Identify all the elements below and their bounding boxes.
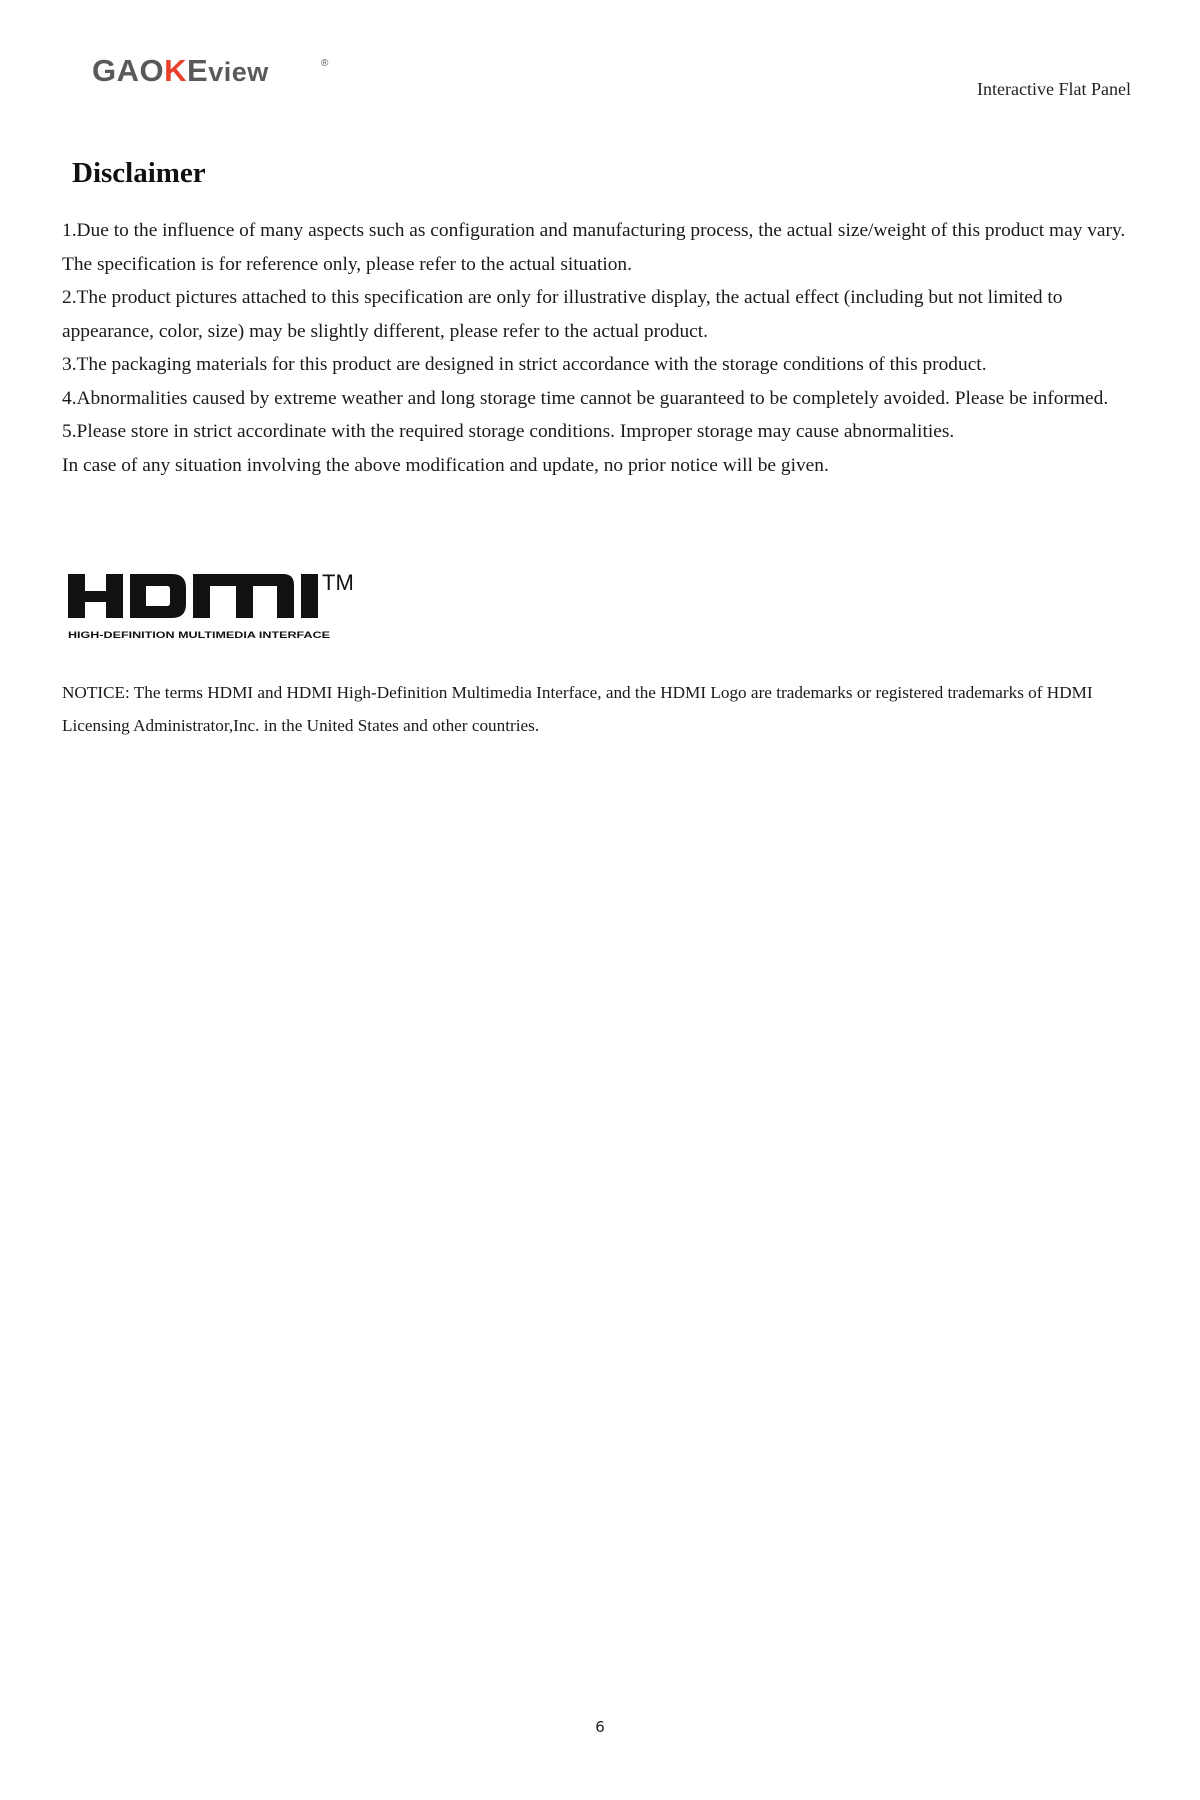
- disclaimer-item: 5.Please store in strict accordinate with the required storage conditions. Improper storage may cause abnormalities.: [62, 421, 955, 442]
- registered-mark: ®: [321, 58, 329, 69]
- hdmi-logo: [68, 568, 376, 646]
- document-header-title: Interactive Flat Panel: [977, 79, 1131, 99]
- disclaimer-item: 4.Abnormalities caused by extreme weather and long storage time cannot be guaranteed to be completely avoided. Please be informed.: [62, 387, 1109, 409]
- hdmi-trademark: TM: [322, 570, 354, 595]
- page-number: 6: [595, 1718, 605, 1736]
- gaokeview-logo: [92, 52, 337, 88]
- svg-text:GAOKEview: GAOKEview: [92, 53, 269, 88]
- disclaimer-list: [62, 214, 1147, 482]
- hdmi-tagline: HIGH-DEFINITION MULTIMEDIA INTERFACE: [68, 630, 330, 641]
- section-title: Disclaimer: [72, 157, 206, 189]
- disclaimer-item: 3.The packaging materials for this product are designed in strict accordance with the storage conditions of this product.: [62, 354, 987, 375]
- hdmi-wordmark: [68, 574, 318, 618]
- logo-text-k: K: [164, 53, 188, 88]
- disclaimer-closing-note: In case of any situation involving the above modification and update, no prior notice will be given.: [62, 454, 829, 476]
- disclaimer-item: 1.Due to the influence of many aspects such as configuration and manufacturing process, the actual size/weight of this product may vary. The specification is for reference only, please refer to the actual situation.: [62, 220, 1126, 275]
- logo-text-gao: GA: [92, 53, 140, 88]
- trademark-notice: NOTICE: The terms HDMI and HDMI High-Definition Multimedia Interface, and the HDMI Logo are trademarks or registered trademarks of HDMI Licensing Administrator,Inc. in the United States and other countries.: [62, 683, 1093, 735]
- disclaimer-item: 2.The product pictures attached to this specification are only for illustrative display, the actual effect (including but not limited to appearance, color, size) may be slightly different, please refer to the actual product.: [62, 287, 1063, 342]
